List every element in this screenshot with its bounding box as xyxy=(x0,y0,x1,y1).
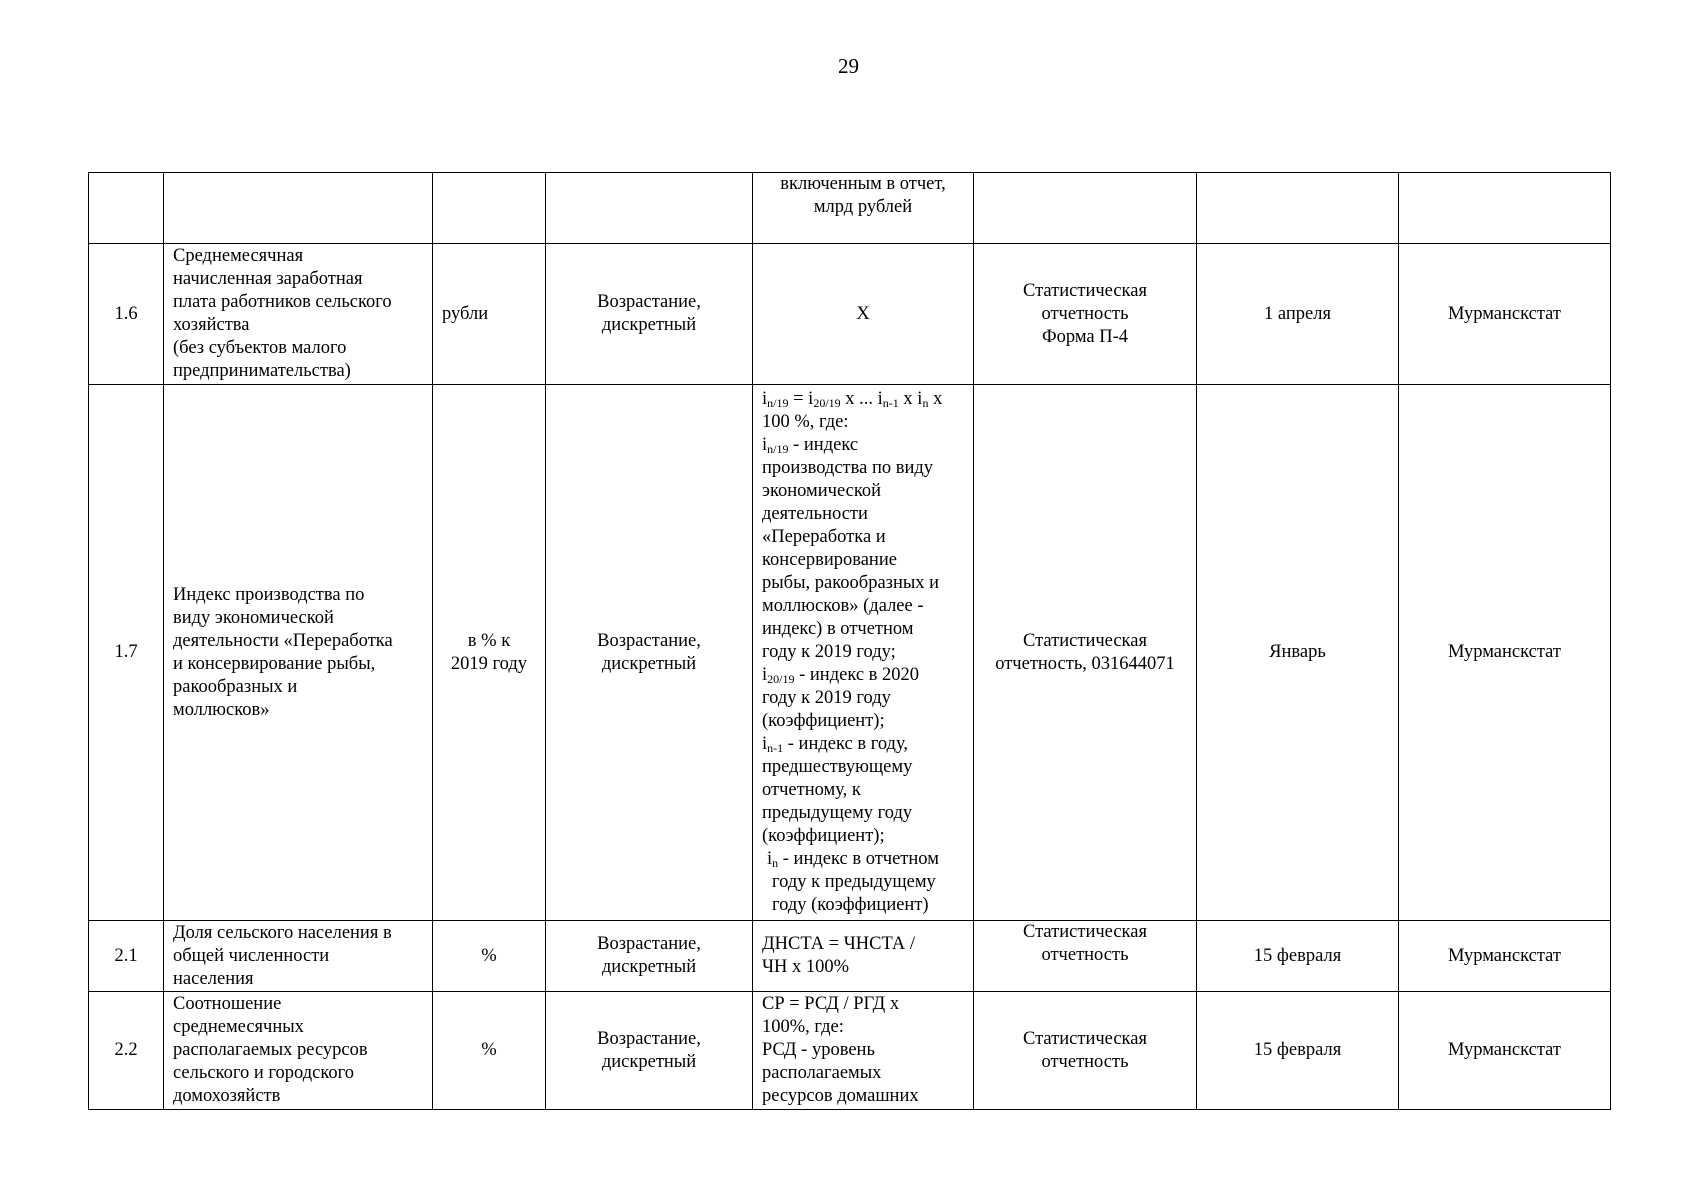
dynamics-cell: Возрастание, дискретный xyxy=(546,992,753,1110)
formula-cell: $i_{n/19} = i_{20/19}$ x ... $i_{n-1}$ x $i_n$ x 100 %, где: $i_{n/19}$ - индекс производства по виду экономической деятельности «Переработка и консервирование рыбы, ракообразных и моллюсков» (далее - индекс) в отчетном году к 2019 году; $i_{20/19}$ - индекс в 2020 году к 2019 году (коэффициент); $i_{n-1}$ - индекс в году, предшествующему отчетному, к предыдущему году (коэффициент); $i_n$ - индекс в отчетном году к предыдущему году (коэффициент) xyxy=(753,385,974,921)
formula-line: $i_{n/19}$ - индекс xyxy=(762,435,859,456)
name-cell: Соотношение среднемесячных располагаемых ресурсов сельского и городского домохозяйств xyxy=(164,992,433,1110)
num-cell: 2.2 xyxy=(89,992,164,1110)
formula-line: $i_{n/19} = i_{20/19}$ x ... $i_{n-1}$ x $i_n$ x xyxy=(762,389,943,410)
source-cell: Статистическая отчетность xyxy=(974,992,1197,1110)
source-cell: Статистическая отчетность, 031644071 xyxy=(974,385,1197,921)
deadline-cell: 15 февраля xyxy=(1197,992,1399,1110)
table-row xyxy=(89,992,1611,1110)
name-cell: Доля сельского населения в общей численности населения xyxy=(164,921,433,992)
formula-cell: ДНСТА = ЧНСТА / ЧН x 100% xyxy=(753,921,974,992)
name-cell: Среднемесячная начисленная заработная плата работников сельского хозяйства (без субъектов малого предпринимательства) xyxy=(164,244,433,385)
table-row xyxy=(89,921,1611,992)
dynamics-cell: Возрастание, дискретный xyxy=(546,921,753,992)
unit-cell: % xyxy=(433,992,546,1110)
table-row xyxy=(89,244,1611,385)
responsible-cell: Мурманскстат xyxy=(1399,992,1611,1110)
responsible-cell: Мурманскстат xyxy=(1399,385,1611,921)
indicators-table xyxy=(88,172,1611,1110)
deadline-cell: 15 февраля xyxy=(1197,921,1399,992)
deadline-cell xyxy=(1197,173,1399,244)
num-cell: 1.6 xyxy=(89,244,164,385)
unit-cell xyxy=(433,173,546,244)
source-cell: Статистическая отчетность Форма П-4 xyxy=(974,244,1197,385)
unit-cell: рубли xyxy=(433,244,546,385)
num-cell: 2.1 xyxy=(89,921,164,992)
responsible-cell: Мурманскстат xyxy=(1399,921,1611,992)
name-cell: Индекс производства по виду экономической деятельности «Переработка и консервирование рыбы, ракообразных и моллюсков» xyxy=(164,385,433,921)
table-row xyxy=(89,173,1611,244)
dynamics-cell: Возрастание, дискретный xyxy=(546,244,753,385)
deadline-cell: Январь xyxy=(1197,385,1399,921)
dynamics-cell: Возрастание, дискретный xyxy=(546,385,753,921)
page-number: 29 xyxy=(838,54,859,78)
unit-cell: в % к 2019 году xyxy=(433,385,546,921)
formula-cell: X xyxy=(753,244,974,385)
formula-line: $i_n$ - индекс в отчетном xyxy=(767,849,939,870)
num-cell xyxy=(89,173,164,244)
source-cell: Статистическая отчетность xyxy=(974,921,1197,992)
responsible-cell xyxy=(1399,173,1611,244)
source-cell xyxy=(974,173,1197,244)
unit-cell: % xyxy=(433,921,546,992)
num-cell: 1.7 xyxy=(89,385,164,921)
responsible-cell: Мурманскстат xyxy=(1399,244,1611,385)
dynamics-cell xyxy=(546,173,753,244)
formula-line: $i_{20/19}$ - индекс в 2020 xyxy=(762,665,920,686)
table-row xyxy=(89,385,1611,921)
deadline-cell: 1 апреля xyxy=(1197,244,1399,385)
name-cell xyxy=(164,173,433,244)
formula-cell: СР = РСД / РГД x 100%, где: РСД - уровень располагаемых ресурсов домашних xyxy=(753,992,974,1110)
formula-line: $i_{n-1}$ - индекс в году, xyxy=(762,734,908,755)
formula-cell: включенным в отчет, млрд рублей xyxy=(753,173,974,244)
